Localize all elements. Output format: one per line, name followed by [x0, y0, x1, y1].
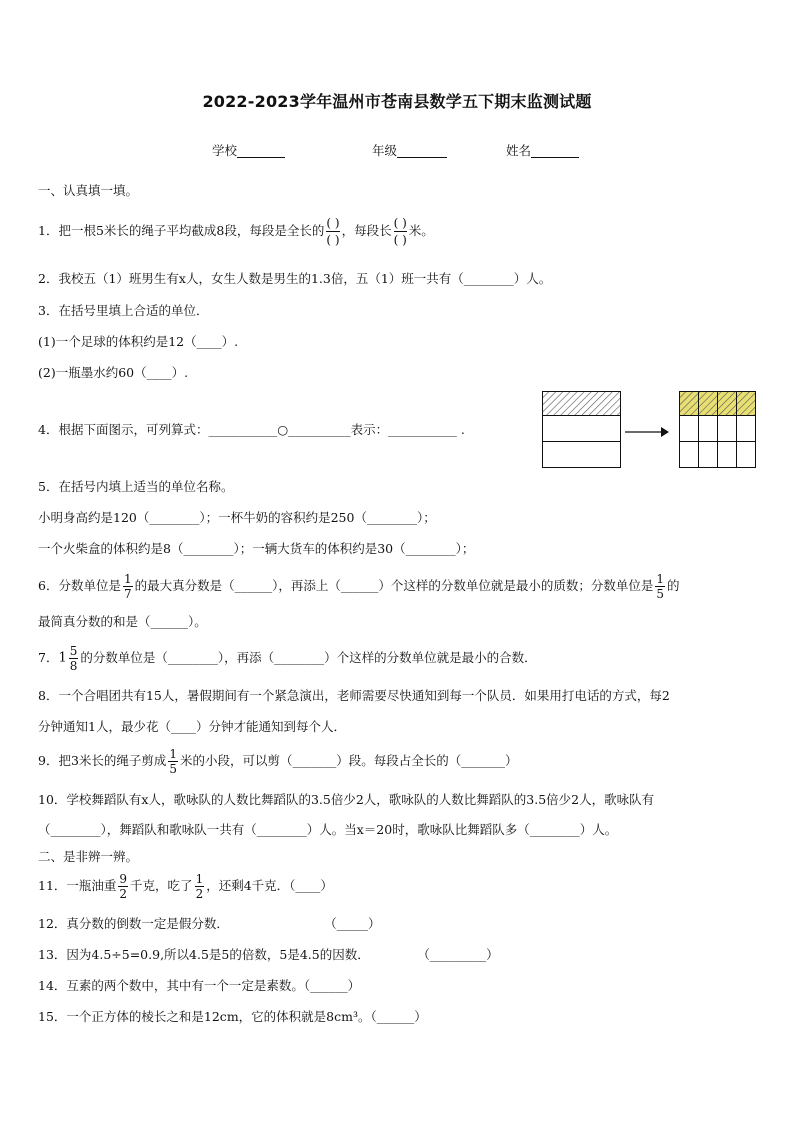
question-15: 15．一个正方体的棱长之和是12cm，它的体积就是8cm³。（______） [38, 1009, 427, 1024]
arrow-icon [625, 425, 669, 439]
fraction-one-fifth: $\frac{1}{5}$ [656, 572, 665, 601]
section-1-heading: 一、认真填一填。 [38, 183, 139, 198]
grade-label: 年级 [372, 143, 398, 158]
question-5-part-1: 小明身高约是120（________）；一杯牛奶的容积约是250（________）； [38, 510, 436, 525]
name-field[interactable] [506, 141, 579, 159]
answer-fraction-1[interactable]: $\frac{( )}{( )}$ [326, 216, 340, 247]
school-label: 学校 [212, 143, 238, 158]
grade-field[interactable] [372, 141, 447, 159]
question-8-line-2: 分钟通知1人，最少花（____）分钟才能通知到每个人． [38, 719, 346, 734]
question-7: 7．1 $\frac{5}{8}$ 的分数单位是（________），再添（________）个这样的分数单位就是最小的合数． [38, 644, 537, 673]
question-14: 14．互素的两个数中，其中有一个一定是素数。（______） [38, 978, 361, 993]
school-blank[interactable] [237, 143, 285, 158]
fraction-one-fifth-b: $\frac{1}{5}$ [169, 747, 178, 776]
question-2: 2．我校五（1）班男生有x人，女生人数是男生的1.3倍，五（1）班一共有（________）人。 [38, 271, 552, 286]
school-field[interactable] [212, 141, 285, 159]
question-6: 6．分数单位是 $\frac{1}{7}$ 的最大真分数是（______），再添上（______）个这样的分数单位就是最小的质数；分数单位是 $\frac{1}{5}$ 的 [38, 572, 680, 601]
section-2-heading: 二、是非辨一辨。 [38, 849, 139, 864]
question-10-line-2: （________），舞蹈队和歌咏队一共有（________）人。当x＝20时，歌咏队比舞蹈队多（________）人。 [38, 822, 618, 837]
diagram-before [542, 391, 622, 469]
question-11: 11．一瓶油重 $\frac{9}{2}$ 千克，吃了 $\frac{1}{2}$ ，还剩4千克．（____） [38, 872, 333, 901]
fraction-five-eighths: $\frac{5}{8}$ [69, 644, 78, 673]
question-10: 10．学校舞蹈队有x人，歌咏队的人数比舞蹈队的3.5倍少2人，歌咏队的人数比舞蹈队的3.5倍少2人，歌咏队有 [38, 792, 655, 807]
name-label: 姓名 [506, 143, 532, 158]
diagram-after [679, 391, 757, 469]
question-5-part-2: 一个火柴盒的体积约是8（________）；一辆大货车的体积约是30（________）； [38, 541, 475, 556]
question-12: 12．真分数的倒数一定是假分数． （_____） [38, 916, 381, 931]
question-1: 1．把一根5米长的绳子平均截成8段，每段是全长的 $\frac{( )}{( )}$ ，每段长 $\frac{( )}{( )}$ 米。 [38, 216, 434, 247]
answer-fraction-2[interactable]: $\frac{( )}{( )}$ [393, 216, 407, 247]
page-title: 2022-2023学年温州市苍南县数学五下期末监测试题 [202, 92, 592, 111]
question-3-part-1: (1)一个足球的体积约是12（____）. [38, 334, 239, 349]
fraction-one-half: $\frac{1}{2}$ [195, 872, 204, 901]
name-blank[interactable] [531, 143, 579, 158]
fraction-nine-halves: $\frac{9}{2}$ [119, 872, 128, 901]
question-3: 3．在括号里填上合适的单位． [38, 303, 209, 318]
fraction-one-seventh: $\frac{1}{7}$ [123, 572, 132, 601]
question-8: 8．一个合唱团共有15人，暑假期间有一个紧急演出，老师需要尽快通知到每一个队员．如果用打电话的方式，每2 [38, 688, 670, 703]
question-9: 9．把3米长的绳子剪成 $\frac{1}{5}$ 米的小段，可以剪（_______）段。每段占全长的（_______） [38, 747, 518, 776]
question-6-line-2: 最简真分数的和是（______）。 [38, 614, 207, 629]
question-13: 13．因为4.5÷5=0.9,所以4.5是5的倍数，5是4.5的因数． （_________） [38, 947, 499, 962]
question-5: 5．在括号内填上适当的单位名称。 [38, 479, 234, 494]
question-4: 4．根据下面图示，可列算式：___________○__________表示：___________ . [38, 422, 465, 437]
grade-blank[interactable] [397, 143, 447, 158]
question-3-part-2: (2)一瓶墨水约60（____）. [38, 365, 189, 380]
